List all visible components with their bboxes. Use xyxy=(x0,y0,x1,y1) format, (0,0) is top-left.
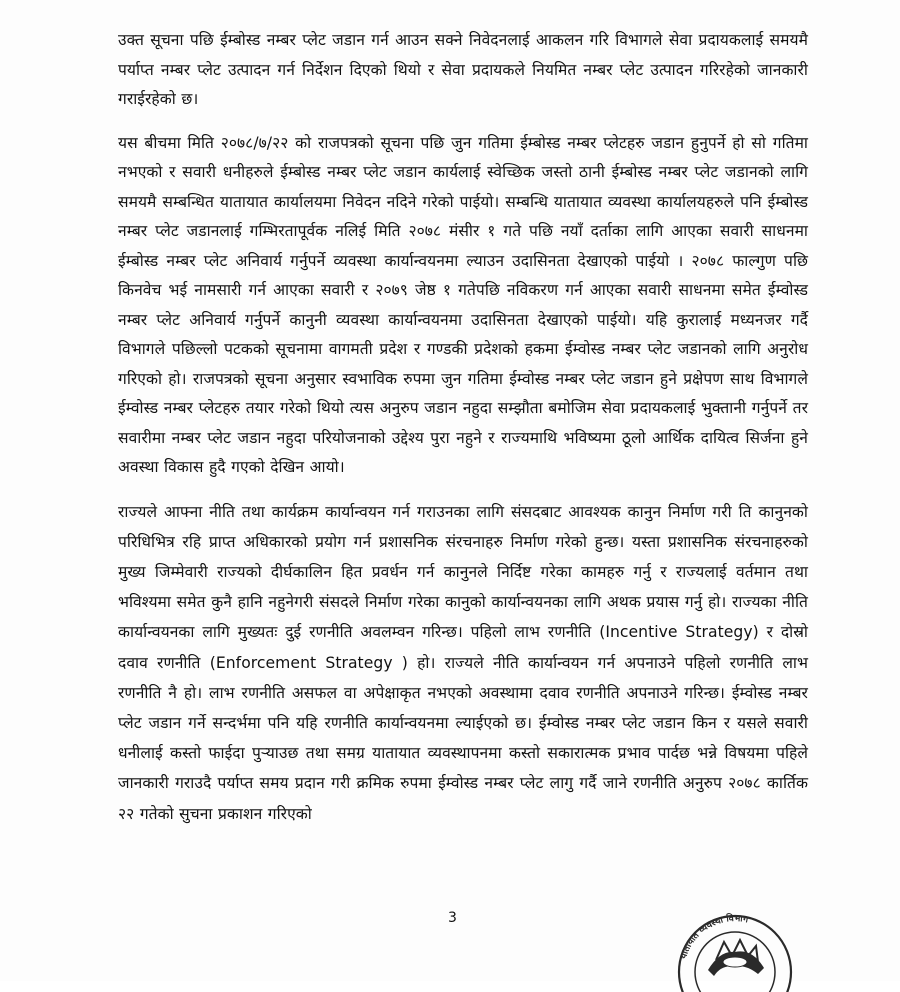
seal-text: यातायात व्यवस्था विभाग xyxy=(678,913,749,961)
body-text xyxy=(118,26,808,843)
paragraph-2: यस बीचमा मिति २०७८/७/२२ को राजपत्रको सूचना पछि जुन गतिमा ईम्बोस्ड नम्बर प्लेटहरु जडान हुनुपर्ने हो सो गतिमा नभएको र सवारी धनीहरुले ईम्बोस्ड नम्बर प्लेट जडान कार्यलाई स्वेच्छिक जस्तो ठानी ईम्बोस्ड नम्बर प्लेट जडानको लागि समयमै सम्बन्धित यातायात कार्यालयमा निवेदन नदिने गरेको पाईयो। सम्बन्धि यातायात व्यवस्था कार्यालयहरुले पनि ईम्बोस्ड नम्बर प्लेट जडानलाई गम्भिरतापूर्वक नलिई मिति २०७८ मंसीर १ गते पछि नयाँ दर्ताका लागि आएका सवारी साधनमा ईम्बोस्ड नम्बर प्लेट अनिवार्य गर्नुपर्ने व्यवस्था कार्यान्वयनमा ल्याउन उदासिनता देखाएको पाईयो । २०७८ फाल्गुण पछि किनवेच भई नामसारी गर्न आएका सवारी र २०७९ जेष्ठ १ गतेपछि नविकरण गर्न आएका सवारी साधनमा समेत ईम्वोस्ड नम्बर प्लेट अनिवार्य गर्नुपर्ने कानुनी व्यवस्था कार्यान्वयनमा उदासिनता देखाएको पाईयो। यहि कुरालाई मध्यनजर गर्दै विभागले पछिल्लो पटकको सूचनामा वागमती प्रदेश र गण्डकी प्रदेशको हकमा ईम्वोस्ड नम्बर प्लेट जडानको लागि अनुरोध गरिएको हो। राजपत्रको सूचना अनुसार स्वभाविक रुपमा जुन गतिमा ईम्वोस्ड नम्बर प्लेट जडान हुने प्रक्षेपण साथ विभागले ईम्वोस्ड नम्बर प्लेटहरु तयार गरेको थियो त्यस अनुरुप जडान नहुदा सम्झौता बमोजिम सेवा प्रदायकलाई भुक्तानी गर्नुपर्ने तर सवारीमा नम्बर प्लेट जडान नहुदा परियोजनाको उद्देश्य पुरा नहुने र राज्यमाथि भविष्यमा ठूलो आर्थिक दायित्व सिर्जना हुने अवस्था विकास हुदै गएको देखिन आयो। xyxy=(118,133,808,476)
seal-stamp-icon xyxy=(660,912,810,992)
official-seal xyxy=(660,912,810,992)
paragraph-1: उक्त सूचना पछि ईम्बोस्ड नम्बर प्लेट जडान गर्न आउन सक्ने निवेदनलाई आकलन गरि विभागले सेवा प्रदायकलाई समयमै पर्याप्त नम्बर प्लेट उत्पादन गर्न निर्देशन दिएको थियो र सेवा प्रदायकले नियमित नम्बर प्लेट उत्पादन गरिरहेको जानकारी गराईरहेको छ। xyxy=(118,31,808,108)
page-number: 3 xyxy=(448,910,457,926)
paragraph-3: राज्यले आफ्ना नीति तथा कार्यक्रम कार्यान्वयन गर्न गराउनका लागि संसदबाट आवश्यक कानुन निर्माण गरी ति कानुनको परिधिभित्र रहि प्राप्त अधिकारको प्रयोग गर्न प्रशासनिक संरचनाहरु निर्माण गरेको हुन्छ। यस्ता प्रशासनिक संरचनाहरुको मुख्य जिम्मेवारी राज्यको दीर्घकालिन हित प्रवर्धन गर्न कानुनले निर्दिष्ट गरेका कामहरु गर्नु र राज्यलाई वर्तमान तथा भविश्यमा समेत कुनै हानि नहुनेगरी संसदले निर्माण गरेका कानुको कार्यान्वयनका लागि अथक प्रयास गर्नु हो। राज्यका नीति कार्यान्वयनका लागि मुख्यतः दुई रणनीति अवलम्वन गरिन्छ। पहिलो लाभ रणनीति (Incentive Strategy) र दोस्रो दवाव रणनीति (Enforcement Strategy ) हो। राज्यले नीति कार्यान्वयन गर्न अपनाउने पहिलो रणनीति लाभ रणनीति नै हो। लाभ रणनीति असफल वा अपेक्षाकृत नभएको अवस्थामा दवाव रणनीति अपनाउने गरिन्छ। ईम्वोस्ड नम्बर प्लेट जडान गर्ने सन्दर्भमा पनि यहि रणनीति कार्यान्वयनमा ल्याईएको छ। ईम्वोस्ड नम्बर प्लेट जडान किन र यसले सवारी धनीलाई कस्तो फाईदा पुर्‍याउछ तथा समग्र यातायात व्यवस्थापनमा कस्तो सकारात्मक प्रभाव पार्दछ भन्ने विषयमा पहिले जानकारी गराउदै पर्याप्त समय प्रदान गरी क्रमिक रुपमा ईम्वोस्ड नम्बर प्लेट लागु गर्दै जाने रणनीति अनुरुप २०७८ कार्तिक २२ गतेको सुचना प्रकाशन गरिएको xyxy=(118,502,808,823)
